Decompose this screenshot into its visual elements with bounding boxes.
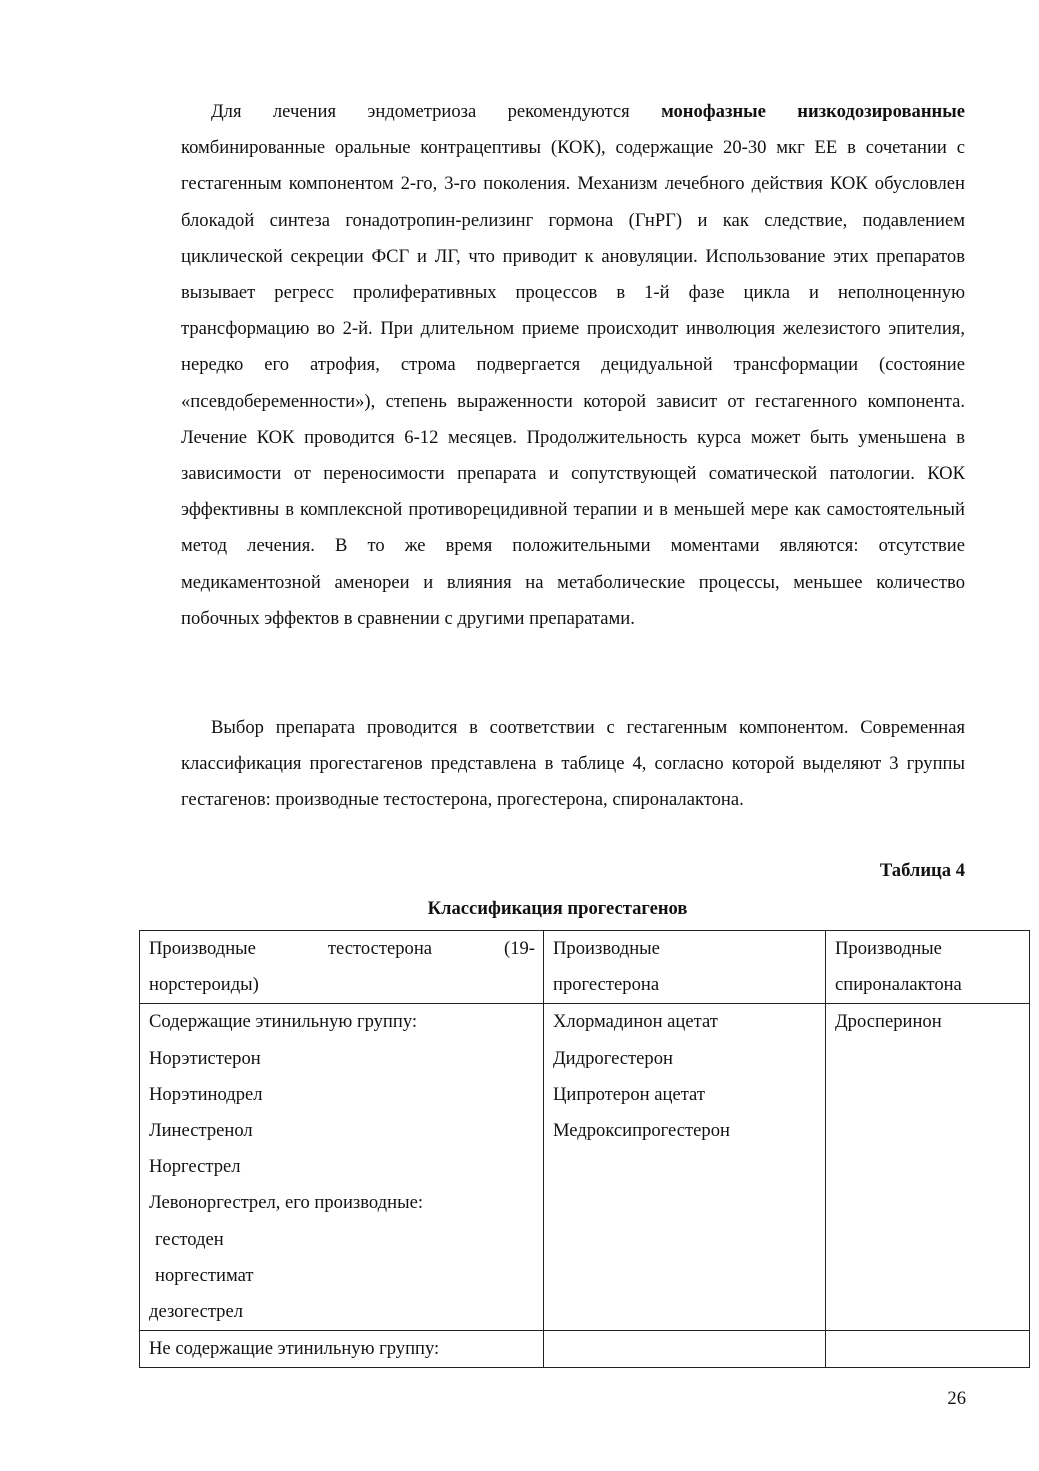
paragraph-intro: Для лечения эндометриоза рекомендуются xyxy=(211,101,630,122)
list-item: Дросперинон xyxy=(835,1011,942,1033)
header-line: прогестерона xyxy=(553,974,660,996)
paragraph-bold-term: монофазные низкодозированные xyxy=(661,101,966,122)
cell-spironolactone-derivatives xyxy=(826,1004,1030,1331)
list-item: Норэтинодрел xyxy=(149,1083,263,1105)
header-cell-progesterone xyxy=(544,931,826,1004)
paragraph-body: комбинированные оральные контрацептивы (КОК), содержащие 20-30 мкг ЕЕ в сочетании с гестагенным компонентом 2-го, 3-го поколения. Механизм лечебного действия КОК обусловлен блокадой синтеза гонадотропин-релизинг гормона (ГнРГ) и как следствие, подавлением циклической секреции ФСГ и ЛГ, что приводит к ановуляции. Использование этих препаратов вызывает регресс пролиферативных процессов в 1-й фазе цикла и неполноценную трансформацию во 2-й. При длительном приеме происходит инволюция железистого эпителия, нередко его атрофия, строма подвергается децидуальной трансформации (состояние «псевдобеременности»), степень выраженности которой зависит от гестагенного компонента. Лечение КОК проводится 6-12 месяцев. Продолжительность курса может быть уменьшена в зависимости от переносимости препарата и сопутствующей соматической патологии. КОК эффективны в комплексной противорецидивной терапии и в меньшей мере как самостоятельный метод лечения. В то же время положительными моментами являются: отсутствие медикаментозной аменореи и влияния на метаболические процессы, меньшее количество побочных эффектов в сравнении с другими препаратами. xyxy=(181,137,965,629)
page-number: 26 xyxy=(947,1388,966,1409)
table-header-row xyxy=(140,931,1030,1004)
header-line: Производные xyxy=(553,938,660,959)
list-item: Дидрогестерон xyxy=(553,1047,673,1069)
list-item: гестоден xyxy=(155,1228,224,1250)
table-row xyxy=(140,1331,1030,1368)
paragraph-drug-selection: Выбор препарата проводится в соответствии с гестагенным компонентом. Современная классификация прогестагенов представлена в таблице 4, согласно которой выделяют 3 группы гестагенов: производные тестостерона, прогестерона, спироналактона. xyxy=(181,717,965,811)
header-cell-spironolactone xyxy=(826,931,1030,1004)
list-item: Линестренол xyxy=(149,1120,253,1142)
table-row xyxy=(140,1004,1030,1331)
header-line: спироналактона xyxy=(835,974,962,996)
cell-progesterone-derivatives xyxy=(544,1004,826,1331)
list-item: Медроксипрогестерон xyxy=(553,1120,730,1142)
list-item: Ципротерон ацетат xyxy=(553,1083,705,1105)
table-title: Классификация прогестагенов xyxy=(427,898,688,919)
list-item: Левоноргестрел, его производные: xyxy=(149,1192,423,1214)
cell-empty xyxy=(826,1331,1030,1368)
table-number: Таблица 4 xyxy=(879,860,965,881)
header-line: норстероиды) xyxy=(149,974,259,996)
list-item: Норгестрел xyxy=(149,1156,241,1178)
header-cell-testosterone xyxy=(140,931,544,1004)
cell-non-ethinyl xyxy=(140,1331,544,1368)
header-line: Производные тестостерона (19- xyxy=(149,938,535,959)
list-item: норгестимат xyxy=(155,1264,254,1286)
cell-empty xyxy=(544,1331,826,1368)
progestogen-classification-table xyxy=(139,930,1030,1368)
list-item: Не содержащие этинильную группу: xyxy=(149,1338,440,1360)
cell-testosterone-derivatives xyxy=(140,1004,544,1331)
list-item: Содержащие этинильную группу: xyxy=(149,1011,418,1033)
list-item: Норэтистерон xyxy=(149,1047,261,1069)
list-item: дезогестрел xyxy=(149,1301,244,1323)
list-item: Хлормадинон ацетат xyxy=(553,1011,718,1033)
header-line: Производные xyxy=(835,938,942,959)
paragraph-oral-contraceptives xyxy=(181,94,965,637)
